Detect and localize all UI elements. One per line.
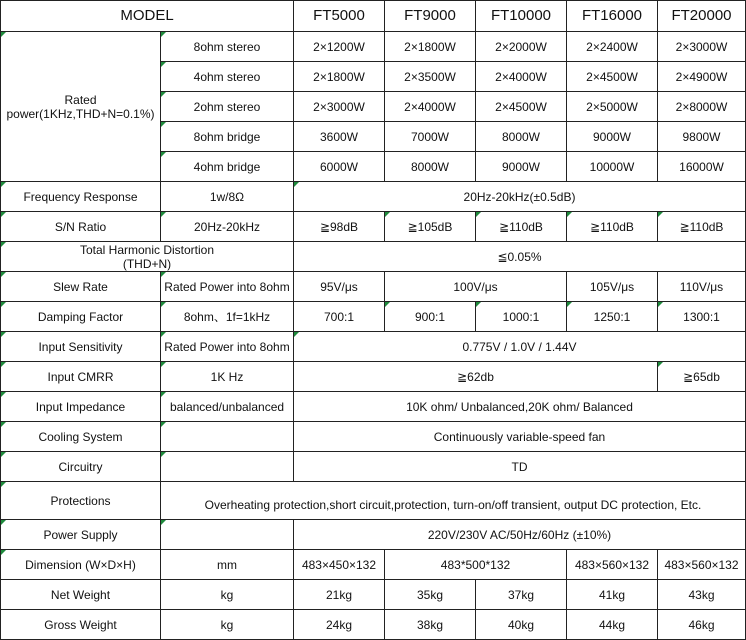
value-cell: 20Hz-20kHz(±0.5dB) — [294, 182, 746, 212]
condition-cell: 8ohm stereo — [161, 32, 294, 62]
damping-factor-row — [1, 302, 746, 332]
value-cell: 21kg — [294, 580, 385, 610]
value-cell: 8000W — [476, 122, 567, 152]
condition-cell: 2ohm stereo — [161, 92, 294, 122]
frequency-response-row — [1, 182, 746, 212]
input-sensitivity-row — [1, 332, 746, 362]
spec-label: Net Weight — [1, 580, 161, 610]
value-cell: 105V/μs — [567, 272, 658, 302]
value-cell: Overheating protection,short circuit,protection, turn-on/off transient, output DC protection, Etc. — [161, 482, 746, 520]
value-cell: 24kg — [294, 610, 385, 640]
net-weight-row — [1, 580, 746, 610]
value-cell: 10K ohm/ Unbalanced,20K ohm/ Balanced — [294, 392, 746, 422]
spec-label: Cooling System — [1, 422, 161, 452]
value-cell: 483×450×132 — [294, 550, 385, 580]
spec-label: Gross Weight — [1, 610, 161, 640]
value-cell: 700:1 — [294, 302, 385, 332]
value-cell: 9000W — [567, 122, 658, 152]
value-cell: 2×1800W — [385, 32, 476, 62]
value-cell: 2×2400W — [567, 32, 658, 62]
spec-label: S/N Ratio — [1, 212, 161, 242]
condition-cell: 4ohm bridge — [161, 152, 294, 182]
value-cell: 35kg — [385, 580, 476, 610]
value-cell: 483×560×132 — [658, 550, 746, 580]
value-cell: 2×4000W — [385, 92, 476, 122]
value-cell: 2×4500W — [476, 92, 567, 122]
value-cell: 110V/μs — [658, 272, 746, 302]
value-cell: Continuously variable-speed fan — [294, 422, 746, 452]
input-cmrr-row — [1, 362, 746, 392]
model-name: FT9000 — [385, 1, 476, 32]
value-cell: 95V/μs — [294, 272, 385, 302]
value-cell: 44kg — [567, 610, 658, 640]
condition-cell: 20Hz-20kHz — [161, 212, 294, 242]
value-cell: 6000W — [294, 152, 385, 182]
value-cell: TD — [294, 452, 746, 482]
rated-power-row — [1, 32, 746, 62]
condition-cell: 1K Hz — [161, 362, 294, 392]
model-name: FT16000 — [567, 1, 658, 32]
condition-cell: Rated Power into 8ohm — [161, 272, 294, 302]
protections-row — [1, 482, 746, 520]
value-cell: 43kg — [658, 580, 746, 610]
value-cell: ≦0.05% — [294, 242, 746, 272]
value-cell: 3600W — [294, 122, 385, 152]
thd-label: Total Harmonic Distortion (THD+N) — [79, 242, 215, 271]
spec-label: Input Sensitivity — [1, 332, 161, 362]
spec-label: Circuitry — [1, 452, 161, 482]
dimension-row — [1, 550, 746, 580]
value-cell: ≧105dB — [385, 212, 476, 242]
value-cell: 2×1800W — [294, 62, 385, 92]
condition-cell: 8ohm、1f=1kHz — [161, 302, 294, 332]
condition-cell — [161, 422, 294, 452]
value-cell: ≧110dB — [476, 212, 567, 242]
spec-label: Protections — [1, 482, 161, 520]
spec-label: Dimension (W×D×H) — [1, 550, 161, 580]
value-cell: 100V/μs — [385, 272, 567, 302]
condition-cell — [161, 520, 294, 550]
model-name: FT5000 — [294, 1, 385, 32]
thd-row — [1, 242, 746, 272]
value-cell: ≧110dB — [567, 212, 658, 242]
value-cell: 900:1 — [385, 302, 476, 332]
value-cell: 7000W — [385, 122, 476, 152]
condition-cell: 4ohm stereo — [161, 62, 294, 92]
spec-label: Frequency Response — [1, 182, 161, 212]
value-cell: 2×4900W — [658, 62, 746, 92]
spec-label: Slew Rate — [1, 272, 161, 302]
value-cell: ≧98dB — [294, 212, 385, 242]
sn-ratio-row — [1, 212, 746, 242]
value-cell: 2×8000W — [658, 92, 746, 122]
spec-label: Power Supply — [1, 520, 161, 550]
value-cell: 2×4000W — [476, 62, 567, 92]
value-cell: 38kg — [385, 610, 476, 640]
circuitry-row — [1, 452, 746, 482]
header-row — [1, 1, 746, 32]
value-cell: ≧65db — [658, 362, 746, 392]
value-cell: 10000W — [567, 152, 658, 182]
power-supply-row — [1, 520, 746, 550]
condition-cell: 8ohm bridge — [161, 122, 294, 152]
value-cell: ≧110dB — [658, 212, 746, 242]
spec-label: Input CMRR — [1, 362, 161, 392]
unit-cell: kg — [161, 610, 294, 640]
value-cell: 2×4500W — [567, 62, 658, 92]
value-cell: 41kg — [567, 580, 658, 610]
value-cell: 483×560×132 — [567, 550, 658, 580]
value-cell: 220V/230V AC/50Hz/60Hz (±10%) — [294, 520, 746, 550]
condition-cell — [161, 452, 294, 482]
spec-label: Input Impedance — [1, 392, 161, 422]
model-name: FT20000 — [658, 1, 746, 32]
spec-label — [1, 242, 294, 272]
condition-cell: 1w/8Ω — [161, 182, 294, 212]
value-cell: 1250:1 — [567, 302, 658, 332]
unit-cell: mm — [161, 550, 294, 580]
value-cell: 2×5000W — [567, 92, 658, 122]
input-impedance-row — [1, 392, 746, 422]
value-cell: 0.775V / 1.0V / 1.44V — [294, 332, 746, 362]
value-cell: 1000:1 — [476, 302, 567, 332]
value-cell: 37kg — [476, 580, 567, 610]
slew-rate-row — [1, 272, 746, 302]
cooling-system-row — [1, 422, 746, 452]
value-cell: ≧62db — [294, 362, 658, 392]
value-cell: 46kg — [658, 610, 746, 640]
value-cell: 1300:1 — [658, 302, 746, 332]
model-label: MODEL — [1, 1, 294, 32]
value-cell: 9800W — [658, 122, 746, 152]
unit-cell: kg — [161, 580, 294, 610]
value-cell: 8000W — [385, 152, 476, 182]
value-cell: 2×2000W — [476, 32, 567, 62]
value-cell: 2×3000W — [658, 32, 746, 62]
model-name: FT10000 — [476, 1, 567, 32]
gross-weight-row — [1, 610, 746, 640]
value-cell: 2×3000W — [294, 92, 385, 122]
spec-label: Damping Factor — [1, 302, 161, 332]
value-cell: 2×3500W — [385, 62, 476, 92]
value-cell: 16000W — [658, 152, 746, 182]
value-cell: 40kg — [476, 610, 567, 640]
condition-cell: Rated Power into 8ohm — [161, 332, 294, 362]
value-cell: 483*500*132 — [385, 550, 567, 580]
condition-cell: balanced/unbalanced — [161, 392, 294, 422]
value-cell: 9000W — [476, 152, 567, 182]
value-cell: 2×1200W — [294, 32, 385, 62]
rated-power-label: Rated power(1KHz,THD+N=0.1%) — [1, 32, 161, 182]
